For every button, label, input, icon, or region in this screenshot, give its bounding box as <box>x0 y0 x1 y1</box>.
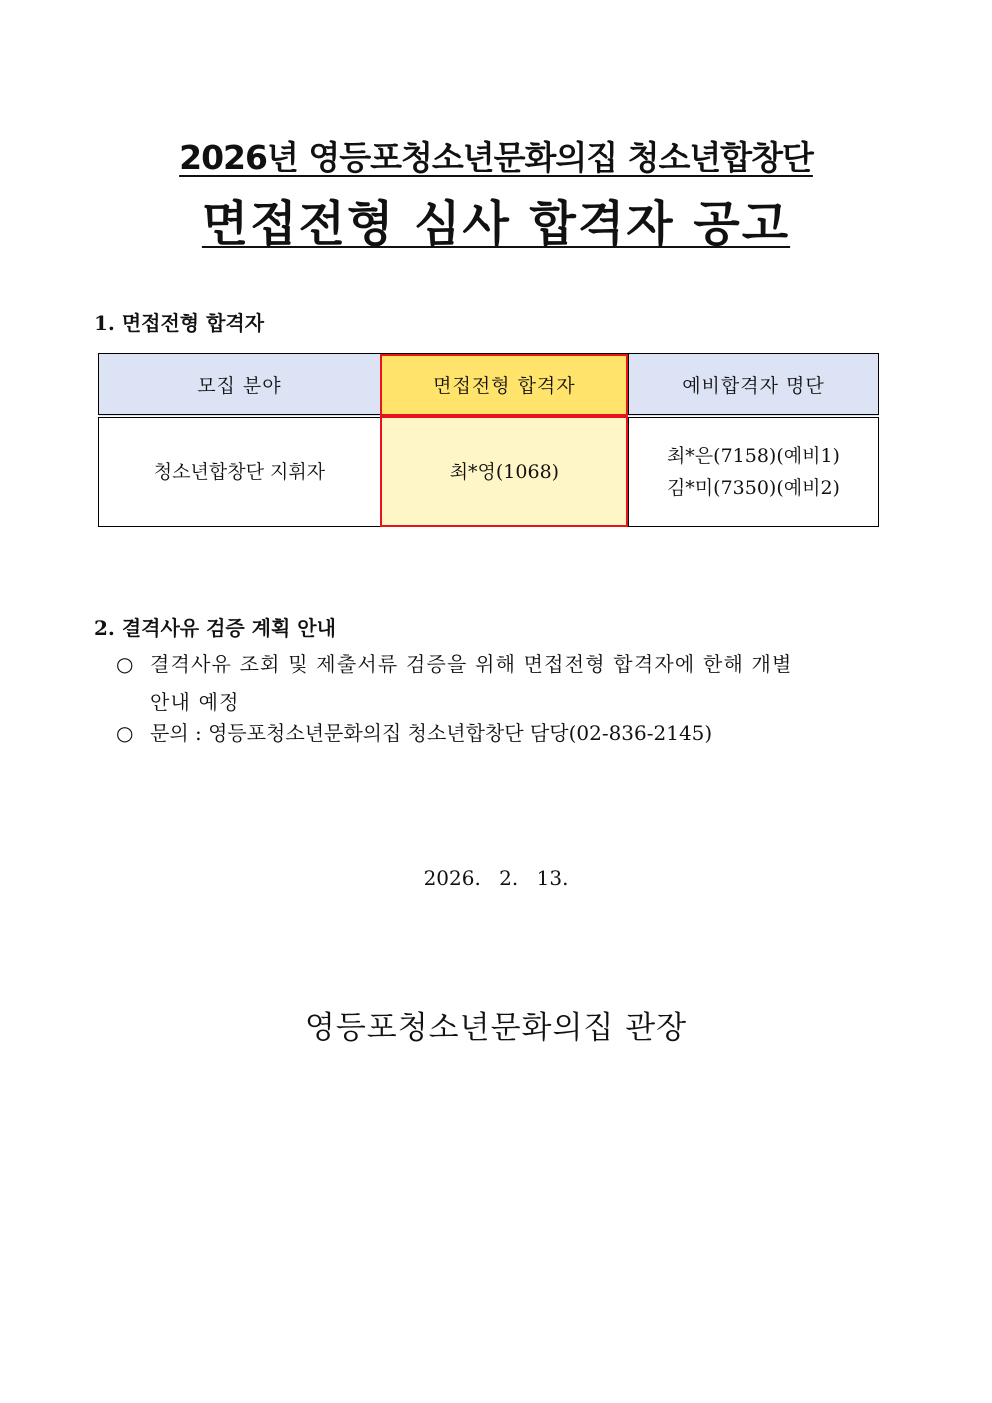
cell-passer: 최*영(1068) <box>380 416 628 527</box>
signer: 영등포청소년문화의집 관장 <box>304 1010 688 1046</box>
header-passer: 면접전형 합격자 <box>380 354 628 417</box>
table-row <box>99 416 879 527</box>
results-table <box>98 353 879 527</box>
bullet-verification <box>116 645 876 721</box>
notice-title-line2 <box>0 194 992 254</box>
notice-title-line2-text: 면접전형 심사 합격자 공고 <box>201 196 791 252</box>
bullet-verification-line1: 결격사유 조회 및 제출서류 검증을 위해 면접전형 합격자에 한해 개별 <box>150 652 793 676</box>
section2-heading: 2. 결격사유 검증 계획 안내 <box>94 616 336 640</box>
circle-bullet-icon: ○ <box>116 652 135 676</box>
bullet-inquiry-text: 문의 : 영등포청소년문화의집 청소년합창단 담당(02-836-2145) <box>150 721 713 745</box>
notice-title-line1-text: 2026년 영등포청소년문화의집 청소년합창단 <box>179 138 813 177</box>
notice-title-line1 <box>0 136 992 180</box>
bullet-verification-line2: 안내 예정 <box>150 690 240 714</box>
cell-field: 청소년합창단 지휘자 <box>99 416 381 527</box>
section1-heading: 1. 면접전형 합격자 <box>94 311 265 335</box>
header-reserves: 예비합격자 명단 <box>628 354 878 417</box>
header-field: 모집 분야 <box>99 354 381 417</box>
cell-reserves <box>628 416 878 527</box>
notice-date: 2026. 2. 13. <box>423 866 569 890</box>
bullet-inquiry <box>116 714 876 752</box>
circle-bullet-icon: ○ <box>116 721 134 745</box>
table-header-row <box>99 354 879 417</box>
reserve-1: 최*은(7158)(예비1) <box>666 445 840 467</box>
reserve-2: 김*미(7350)(예비2) <box>666 477 840 499</box>
